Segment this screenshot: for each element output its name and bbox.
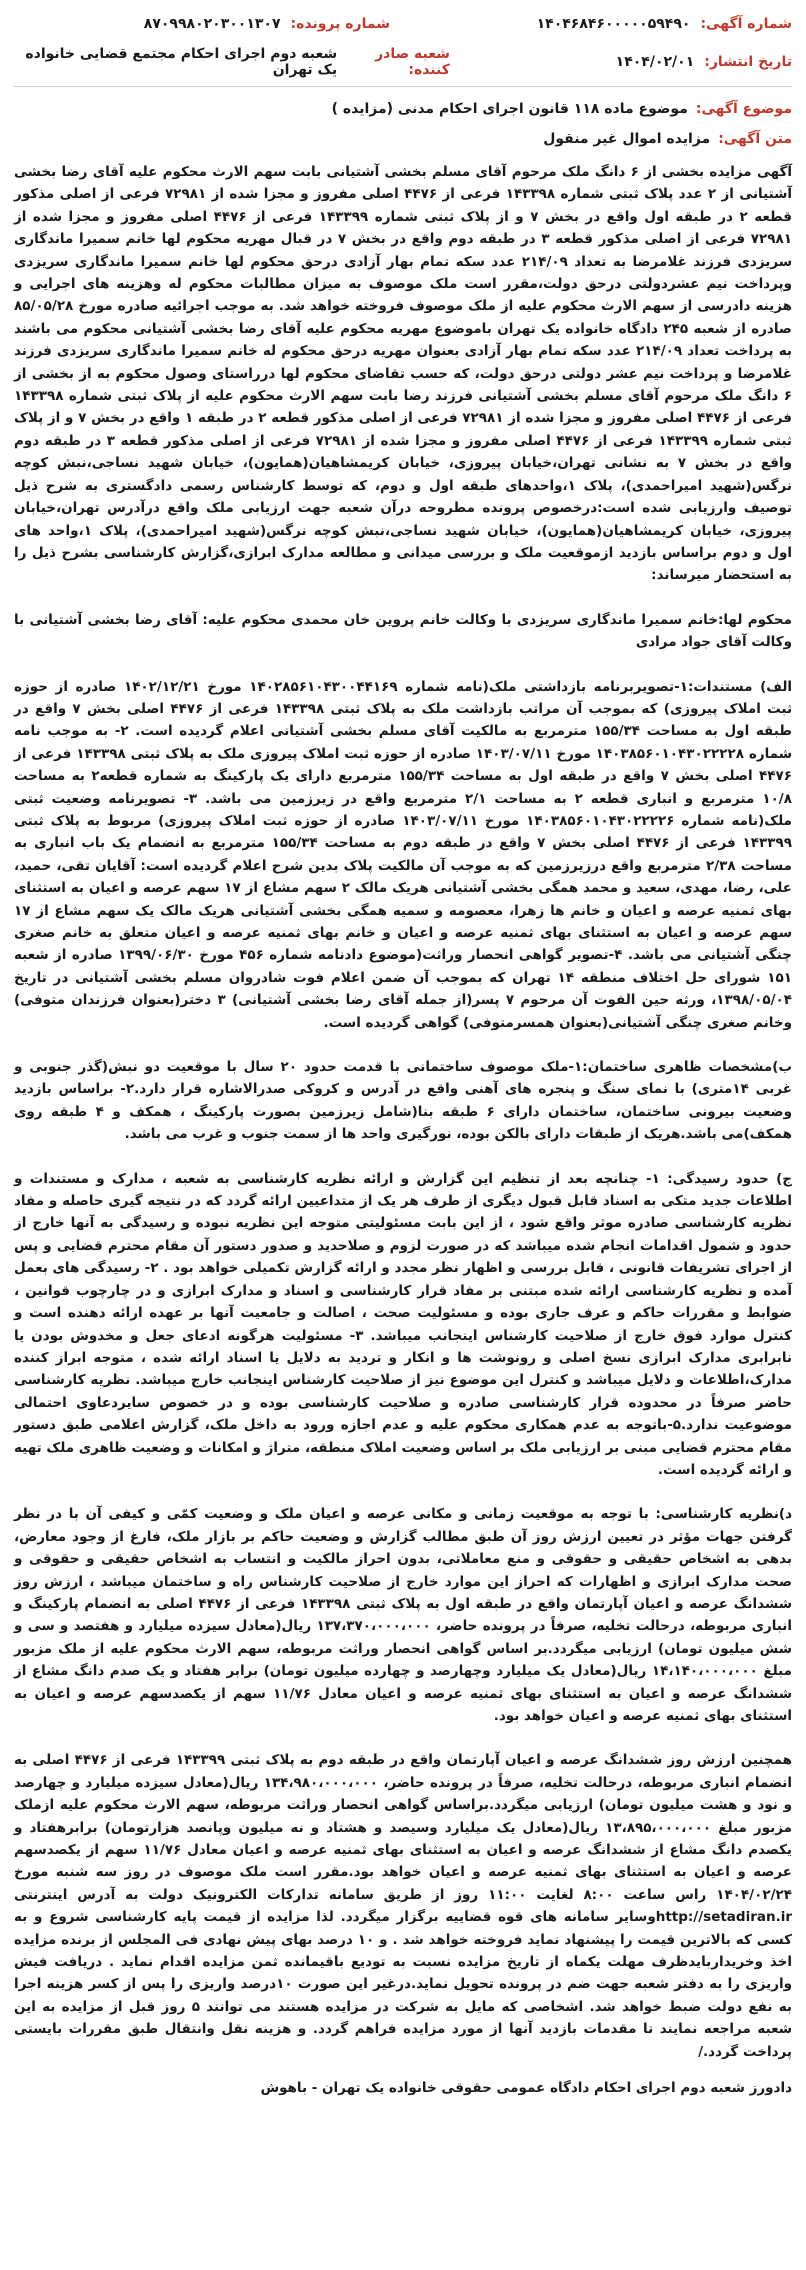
header-row-1 [14,12,792,36]
case-number-value: ۸۷۰۹۹۸۰۲۰۳۰۰۱۳۰۷ [143,16,281,32]
issue-date-field [450,54,792,70]
case-number-field [144,16,390,32]
body-title-line [14,131,792,147]
subject-line [14,101,792,117]
issuing-branch-value: شعبه دوم اجرای احکام مجتمع قضایی خانواده یک تهران [25,46,338,78]
body-text-title: مزایده اموال غیر منقول [543,131,711,147]
signature-line: دادورز شعبه دوم اجرای احکام دادگاه عمومی حقوقی خانواده یک تهران - باهوش [260,2080,792,2097]
paragraph-expert-opinion: د)نظریه کارشناسی: با توجه به موقعیت زمانی و مکانی عرصه و اعیان ملک و وضعیت کمّی و کیفی آن با در نظر گرفتن جهات مؤثر در تعیین ارزش روز آن طبق مطالب گزارش و وضعیت حاکم بر بازار ملک، فارغ از وجود معارض، بدهی به اشخاص حقیقی و حقوقی و منع معاملاتی، بدون احراز مالکیت و انتساب به اشخاص حقیقی و حقوقی و صحت مدارک ابرازی و اظهارات که احراز این موارد خارج از صلاحیت کارشناس راه و ساختمان میباشد ، ارزش روز ششدانگ عرصه و اعیان آپارتمان واقع در طبقه اول به پلاک ثبتی ۱۴۳۳۹۸ فرعی از ۴۴۷۶ اصلی به انضمام پارکینگ و انباری مربوطه، درحالت تخلیه، صرفاً در پرونده حاضر، ۱۳۷،۳۷۰،۰۰۰،۰۰۰ ریال(معادل سیزده میلیارد و هفتصد و سی و شش میلیون تومان) ارزیابی میگردد.بر اساس گواهی انحصار وراثت مربوطه، سهم الارث محکوم علیه از ملک مزبور مبلغ ۱۴،۱۴۰،۰۰۰،۰۰۰ ریال(معادل یک میلیارد وچهارصد و چهارده میلیون تومان) برابر هفتاد و یک صدم دانگ مشاع از ششدانگ عرصه و اعیان به استثنای بهای ثمنیه عرصه و اعیان معادل ۱۱/۷۶ سهم از یکصدسهم عرصه و اعیان به استثنای بهای ثمنیه عرصه و اعیان خواهد بود. [14,1506,793,1724]
notice-page [0,12,806,2270]
body-text-label: متن آگهی: [718,131,792,147]
ad-number-label: شماره آگهی: [700,16,792,32]
case-number-label: شماره پرونده: [290,16,390,32]
subject-value: موضوع ماده ۱۱۸ قانون اجرای احکام مدنی (مزایده ) [331,101,688,117]
paragraph-documents: الف) مستندات:۱-تصویربرنامه بازداشتی ملک(نامه شماره ۱۴۰۲۸۵۶۱۰۴۳۰۰۴۴۱۶۹ مورخ ۱۴۰۲/۱۲/۲۱ صادره از حوزه ثبت املاک پیروزی) که بموجب آن مراتب بازداشت ملک به پلاک ثبتی ۱۴۳۳۹۸ فرعی از ۴۴۷۶ اصلی بخش ۷ واقع در طبقه اول به مساحت ۱۵۵/۳۴ مترمربع به مالکیت آقای مسلم بخشی آشتیانی اعلام گردیده است. ۲- به موجب نامه شماره ۱۴۰۳۸۵۶۰۱۰۴۳۰۲۲۲۲۸ مورخ ۱۴۰۳/۰۷/۱۱ صادره از حوزه ثبت املاک پیروزی ملک به پلاک ثبتی ۱۴۳۳۹۸ فرعی از ۴۴۷۶ اصلی بخش ۷ واقع در طبقه اول به مساحت ۱۵۵/۳۴ مترمربع دارای یک پارکینگ به شماره قطعه۲ به مساحت ۱۰/۸ مترمربع و انباری قطعه ۲ به مساحت ۲/۱ مترمربع واقع در زیرزمین می باشد. ۳- تصویرنامه وضعیت ثبتی ملک(نامه شماره ۱۴۰۳۸۵۶۰۱۰۴۳۰۲۲۲۲۶ مورخ ۱۴۰۳/۰۷/۱۱ صادره از حوزه ثبت املاک پیروزی) مربوط به پلاک ثبتی ۱۴۳۳۹۹ فرعی از ۴۴۷۶ اصلی بخش ۷ واقع در طبقه دوم به مساحت ۱۵۵/۳۴ مترمربع به انضمام یک باب انباری به مساحت ۲/۳۸ مترمربع واقع درزیرزمین که به موجب آن مالکیت پلاک بدین شرح اعلام گردیده است: آقایان تقی، حمید، علی، رضا، مهدی، سعید و محمد همگی بخشی آشتیانی هریک مالک ۲ سهم مشاع از ۱۷ سهم عرصه و اعیان به استثنای بهای ثمنیه عرصه و اعیان و خانم ها زهرا، معصومه و سمیه همگی بخشی آشتیانی هریک مالک یک سهم مشاع از ۱۷ سهم عرصه و اعیان به استثنای بهای ثمنیه عرصه و اعیان و خانم بهای ثمنیه عرصه و اعیان متعلق به خانم صغری چنگی آشتیانی می باشد. ۴-تصویر گواهی انحصار وراثت(موضوع دادنامه شماره ۴۵۶ مورخ ۱۳۹۹/۰۶/۳۰ صادره از شعبه ۱۵۱ شورای حل اختلاف منطقه ۱۴ تهران که بموجب آن ضمن اعلام فوت شادروان مسلم بخشی آشتیانی در تاریخ ۱۳۹۸/۰۵/۰۴، ورثه حین الفوت آن مرحوم ۷ پسر(از جمله آقای رضا بخشی آشتیانی) ۳ دختر(بعنوان فرزندان متوفی) وخانم صغری چنگی آشتیانی(بعنوان همسرمتوفی) گواهی گردیده است. [14,678,793,1031]
paragraph-scope: ج) حدود رسیدگی: ۱- چنانچه بعد از تنظیم این گزارش و ارائه نظریه کارشناسی به شعبه ، مدارک و مستندات و اطلاعات جدید متکی به اسناد قابل قبول دیگری از طرف هر یک از متداعیین ارائه گردد که در نتیجه گیری حاصله و مفاد نظریه کارشناسی صادره موثر واقع شود ، از این بابت مسئولیتی متوجه این نظریه نبوده و رسیدگی به آنها خارج از حدود و شمول اقدامات انجام شده میباشد که در صورت لزوم و صلاحدید و صدور دستور آن مقام محترم قضایی و پس از اجرای تشریفات قانونی ، قابل بررسی و اظهار نظر مجدد و ارائه گزارش تکمیلی خواهد بود . ۲- رسیدگی های بعمل آمده و نظریه کارشناسی ارائه شده مبتنی بر مفاد قرار کارشناسی و اسناد و مدارک ابرازی و در چارچوب قوانین ، ضوابط و مقررات حاکم و عرف جاری بوده و مسئولیت صحت ، اصالت و جامعیت آنها بر عهده ارائه دهنده است و کنترل موارد فوق خارج از صلاحیت کارشناس اینجانب میباشد. ۳- مسئولیت هرگونه ادعای جعل و مخدوش بودن یا نابرابری مدارک ابرازی نسخ اصلی و رونوشت ها و انکار و تردید به دلایل یا اسناد ارائه شده ، متوجه ابراز کننده مدارک،اطلاعات و دلایل میباشد و کنترل این موضوع نیز از صلاحیت کارشناس اینجانب خارج میباشد. نظریه کارشناسی حاضر صرفاً در محدوده قرار کارشناسی صادره و صلاحیت کارشناسی بوده و در خصوص سایردعاوی احتمالی موضوعیت ندارد.۵-باتوجه به عدم همکاری محکوم علیه و عدم اجازه ورود به داخل ملک، گزارش اعلامی طبق دستور مقام محترم قضایی مبنی بر ارزیابی ملک بر اساس وضعیت املاک منطقه، متراژ و امکانات و وضعیت ظاهری ملک تهیه و ارائه گردیده است. [14,1170,792,1478]
ad-number-field [390,16,792,32]
paragraph-parties: محکوم لها:خانم سمیرا ماندگاری سریزدی با وکالت خانم پروین خان محمدی محکوم علیه: آقای رضا بخشی آشتیانی با وکالت آقای جواد مرادی [14,611,792,651]
header-divider [14,86,792,87]
paragraph-auction-terms: همچنین ارزش روز ششدانگ عرصه و اعیان آپارتمان واقع در طبقه دوم به پلاک ثبتی ۱۴۳۳۹۹ فرعی از ۴۴۷۶ اصلی به انضمام انباری مربوطه، درحالت تخلیه، صرفاً در پرونده حاضر، ۱۳۴،۹۸۰،۰۰۰،۰۰۰ ریال(معادل سیزده میلیارد و چهارصد و نود و هشت میلیون تومان) ارزیابی میگردد.براساس گواهی انحصار وراثت مربوطه، سهم الارث محکوم علیه ازملک مزبور مبلغ ۱۳،۸۹۵،۰۰۰،۰۰۰ ریال(معادل یک میلیارد وسیصد و هشتاد و نه میلیون وپانصد هزارتومان) برابرهفتاد و یکصدم دانگ مشاع از ششدانگ عرصه و اعیان به استثنای بهای ثمنیه عرصه و اعیان معادل ۱۱/۷۶ سهم از یکصدسهم عرصه و اعیان به استثنای بهای ثمنیه عرصه و اعیان خواهد بود.مقرر است ملک موصوف در روز سه شنبه مورخ ۱۴۰۴/۰۲/۲۴ راس ساعت ۸:۰۰ لغایت ۱۱:۰۰ روز از طریق سامانه تدارکات الکترونیک دولت به آدرس اینترنتی http://setadiran.irوسایر سامانه های قوه قضاییه برگزار میگردد. لذا مزایده از قیمت پایه کارشناسی شروع و به کسی که بالاترین قیمت را پیشنهاد نماید فروخته خواهد شد . و ۱۰ درصد بهای پیش نهادی فی المجلس از برنده مزایده اخذ وخریداربایدظرف مهلت یکماه از تاریخ مزایده نسبت به تودیع باقیمانده ثمن مزایده اقدام نماید . دریافت فیش واریزی را به دفتر شعبه جهت ضم در پرونده تحویل نماید.درغیر این صورت ۱۰درصد واریزی را پس از کسر هزینه اجرا به نفع دولت ضبط خواهد شد. اشخاصی که مایل به شرکت در مزایده هستند می توانند ۵ روز قبل از مزایده به این شعبه مراجعه نمایند تا مقدمات بازدید آنها از مورد مزایده فراهم گردد. و هزینه نقل وانتقال طبق مقررات بایستی پرداخت گردد./ [14,1752,793,2060]
paragraph-intro: آگهی مزایده بخشی از ۶ دانگ ملک مرحوم آقای مسلم بخشی آشتیانی بابت سهم الارث محکوم علیه آقای رضا بخشی آشتیانی از ۲ عدد پلاک ثبتی شماره ۱۴۳۳۹۸ فرعی از ۴۴۷۶ اصلی مفروز و مجزا شده از ۷۲۹۸۱ فرعی از اصلی مذکور قطعه ۲ در طبقه اول واقع در بخش ۷ و از پلاک ثبتی شماره ۱۴۳۳۹۹ فرعی از ۴۴۷۶ اصلی مفروز و مجزا شده از ۷۲۹۸۱ فرعی از اصلی مذکور قطعه ۳ در طبقه دوم واقع در بخش ۷ در قبال مهریه محکوم لها خانم سمیرا ماندگاری سریزدی فرزند غلامرضا به تعداد ۲۱۴/۰۹ عدد سکه تمام بهار آزادی درحق محکوم لها خانم سمیرا ماندگاری سریزدی وپرداخت نیم عشردولتی درحق دولت،مقرر است ملک موصوف به میزان مطالبات محکوم له وهزینه های اجرایی و هزینه دادرسی از سهم الارث محکوم علیه از ملک موصوف فروخته خواهد شد. به موجب اجرائیه صادره مورخ ۸۵/۰۵/۲۸ صادره از شعبه ۲۴۵ دادگاه خانواده یک تهران باموضوع مهریه محکوم علیه آقای رضا بخشی آشتیانی محکوم می باشند به پرداخت تعداد ۲۱۴/۰۹ عدد سکه تمام بهار آزادی بعنوان مهریه درحق محکوم له خانم سمیرا ماندگاری سریزدی فرزند غلامرضا و پرداخت نیم عشر دولتی درحق دولت، که حسب تقاضای محکوم لها درراستای وصول محکوم به از بخشی از ۶ دانگ ملک مرحوم آقای مسلم بخشی آشتیانی فرزند رضا بابت سهم الارث محکوم علیه از پلاک ثبتی شماره ۱۴۳۳۹۸ فرعی از ۴۴۷۶ اصلی مفروز و مجزا شده از ۷۲۹۸۱ فرعی از اصلی مذکور قطعه ۲ در طبقه ۱ واقع در بخش ۷ و از پلاک ثبتی شماره ۱۴۳۳۹۹ فرعی از ۴۴۷۶ اصلی مفروز و مجزا شده از ۷۲۹۸۱ فرعی از اصلی مذکور قطعه ۳ در طبقه دوم واقع در بخش ۷ به نشانی تهران،خیابان پیروزی، خیابان کریمشاهیان(همایون)، خیابان شهید نساجی،نبش کوچه نرگس(شهید امیراحمدی)، پلاک ۱،واحدهای طبقه اول و دوم، که توسط کارشناس رسمی دادگستری به شرح ذیل توصیف وارزیابی شده است:درخصوص پرونده مطروحه درآن شعبه جهت ارزیابی ملک واقع درآدرس تهران،خیابان پیروزی، خیابان کریمشاهیان(همایون)، خیابان شهید نساجی،نبش کوچه نرگس(شهید امیراحمدی)، پلاک ۱،واحد های اول و دوم براساس بازدید ازموقعیت ملک و بررسی میدانی و مطالعه مدارک ابرازی،گزارش کارشناسی بشرح ذیل را به استحضار میرساند: [14,164,793,584]
subject-label: موضوع آگهی: [695,101,792,117]
ad-number-value: ۱۴۰۴۶۸۴۶۰۰۰۰۰۵۹۴۹۰ [536,16,691,32]
paragraph-building-specs: ب)مشخصات ظاهری ساختمان:۱-ملک موصوف ساختمانی با قدمت حدود ۲۰ سال با موقعیت دو نبش(گذر جنوبی و غربی ۱۴متری) با نمای سنگ و پنجره های آهنی واقع در آدرس و کروکی صدرالاشاره قرار دارد.۲- براساس بازدید وضعیت بیرونی ساختمان، ساختمان دارای ۶ طبقه بنا(شامل زیرزمین بصورت پارکینگ ، همکف و ۴ طبقه روی همکف)می باشد.هریک از طبقات دارای بالکن بوده، نورگیری واحد ها از سمت جنوب و غرب می باشد. [14,1059,793,1143]
header-row-2 [14,46,792,78]
issue-date-value: ۱۴۰۴/۰۲/۰۱ [615,54,695,70]
issuing-branch-label: شعبه صادر کننده: [375,46,450,78]
notice-body [14,161,792,2100]
issue-date-label: تاریخ انتشار: [704,54,792,70]
issuing-branch-field [14,46,450,78]
